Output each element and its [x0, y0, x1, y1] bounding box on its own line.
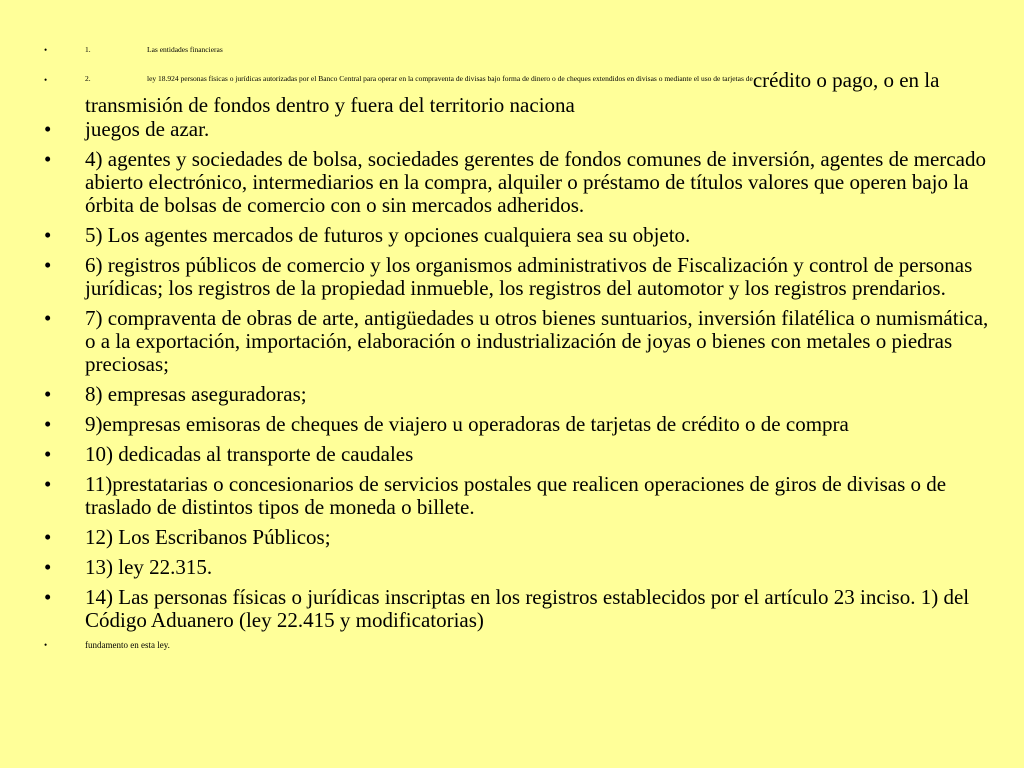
item-text: juegos de azar.	[85, 117, 210, 141]
bullet-icon: •	[44, 306, 52, 330]
item-text: 5) Los agentes mercados de futuros y opciones cualquiera sea su objeto.	[85, 223, 691, 247]
bullet-icon: •	[44, 382, 52, 406]
item-large-text: crédito o pago, o en la transmisión de fondos dentro y fuera del territorio naciona	[85, 68, 940, 117]
item-text: Las entidades financieras	[147, 45, 223, 54]
list-item	[44, 526, 994, 549]
list-item	[44, 413, 994, 436]
list-item	[44, 586, 994, 632]
bullet-icon: •	[44, 45, 48, 55]
bullet-icon: •	[44, 585, 52, 609]
item-number: 2.	[85, 74, 91, 83]
item-text: 8) empresas aseguradoras;	[85, 382, 307, 406]
bullet-icon: •	[44, 442, 52, 466]
item-text: 4) agentes y sociedades de bolsa, sociedades gerentes de fondos comunes de inversión, agentes de mercado abierto electrónico, intermediarios en la compra, alquiler o préstamo de títulos valores que operen bajo la órbita de bolsas de comercio con o sin mercados adheridos.	[85, 147, 986, 217]
list-item	[44, 118, 994, 141]
list-item	[44, 44, 994, 56]
bullet-icon: •	[44, 525, 52, 549]
item-small-body: ley 18.924 personas físicas o jurídicas autorizadas por el Banco Central para operar en la compraventa de divisas bajo forma de dinero o de cheques extendidos en divisas o mediante el uso de tarjetas de	[147, 74, 753, 83]
list-item	[44, 443, 994, 466]
item-text: fundamento en esta ley.	[85, 640, 170, 650]
item-text: 11)prestatarias o concesionarios de servicios postales que realicen operaciones de giros de divisas o de traslado de distintos tipos de moneda o billete.	[85, 472, 947, 519]
list-item	[44, 148, 994, 217]
list-item	[44, 307, 994, 376]
bullet-icon: •	[44, 117, 52, 141]
item-text: 10) dedicadas al transporte de caudales	[85, 442, 414, 466]
item-text: 12) Los Escribanos Públicos;	[85, 525, 331, 549]
list-item	[44, 224, 994, 247]
list-item	[44, 68, 994, 118]
bullet-icon: •	[44, 75, 48, 85]
bullet-icon: •	[44, 412, 52, 436]
item-number: 1.	[85, 45, 91, 54]
item-small-text	[85, 74, 753, 83]
list-item	[44, 639, 994, 651]
list-item	[44, 254, 994, 300]
item-text: 6) registros públicos de comercio y los organismos administrativos de Fiscalización y control de personas jurídicas; los registros de la propiedad inmueble, los registros del automotor y los registros prendarios.	[85, 253, 973, 300]
bullet-list	[44, 44, 994, 651]
item-text: 13) ley 22.315.	[85, 555, 213, 579]
bullet-icon: •	[44, 253, 52, 277]
bullet-icon: •	[44, 640, 48, 650]
bullet-icon: •	[44, 555, 52, 579]
bullet-icon: •	[44, 472, 52, 496]
bullet-icon: •	[44, 147, 52, 171]
list-item	[44, 556, 994, 579]
list-item	[44, 383, 994, 406]
item-text: 9)empresas emisoras de cheques de viajero u operadoras de tarjetas de crédito o de compra	[85, 412, 849, 436]
bullet-icon: •	[44, 223, 52, 247]
item-text: 14) Las personas físicas o jurídicas inscriptas en los registros establecidos por el artículo 23 inciso. 1) del Código Aduanero (ley 22.415 y modificatorias)	[85, 585, 970, 632]
list-item	[44, 473, 994, 519]
item-text: 7) compraventa de obras de arte, antigüedades u otros bienes suntuarios, inversión filatélica o numismática, o a la exportación, importación, elaboración o industrialización de joyas o bienes con metales o piedras preciosas;	[85, 306, 989, 376]
